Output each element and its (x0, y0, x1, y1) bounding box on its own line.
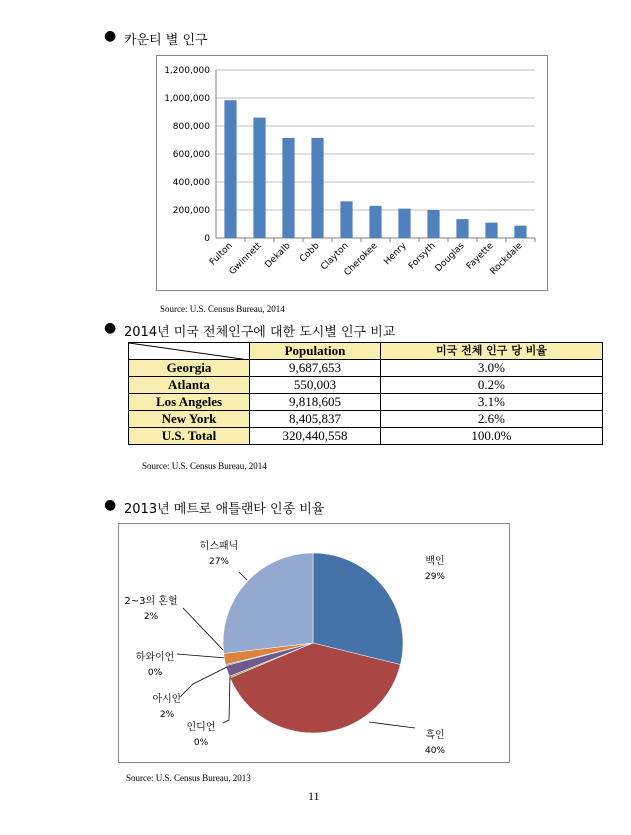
pie-chart-frame (118, 523, 510, 763)
section1-bullet: ● (104, 28, 117, 44)
section3-bullet: ● (104, 497, 117, 513)
table-row (129, 377, 603, 394)
table-row-name: Los Angeles (129, 394, 250, 411)
pie-label: 하와이언 (135, 652, 175, 663)
pie-leader-line (183, 608, 225, 652)
x-tick-label: Dekalb (263, 241, 293, 271)
x-tick-label: Gwinnett (227, 241, 264, 278)
y-tick-label: 600,000 (172, 150, 210, 160)
y-tick-label: 200,000 (172, 206, 210, 216)
x-tick-label: Henry (382, 241, 409, 268)
y-tick-label: 0 (204, 234, 210, 244)
pie-pct-label: 2% (143, 612, 159, 622)
pie-leader-line (369, 722, 415, 728)
pie-pct-label: 29% (424, 572, 446, 582)
pie-pct-label: 27% (208, 557, 230, 567)
x-tick-label: Fulton (208, 241, 235, 268)
table-cell-population: 9,687,653 (250, 360, 381, 377)
table-row (129, 428, 603, 445)
table-cell-ratio: 2.6% (380, 411, 602, 428)
table-row-name: New York (129, 411, 250, 428)
pie-leader-line (177, 654, 226, 658)
table-row (129, 411, 603, 428)
table-cell-ratio: 0.2% (380, 377, 602, 394)
bar-chart-frame (156, 55, 548, 291)
pie-label: 인디언 (186, 722, 216, 733)
pie-leader-line (223, 676, 230, 723)
x-tick-label: Douglas (433, 241, 467, 274)
bar-fulton (224, 100, 236, 238)
table-corner-cell (129, 343, 250, 360)
table-header-ratio: 미국 전체 인구 당 비율 (380, 343, 602, 360)
bar-forsyth (427, 210, 439, 238)
bar-gwinnett (253, 118, 265, 238)
section2-bullet: ● (104, 320, 117, 336)
pie-label: 흑인 (425, 730, 445, 741)
pie-pct-label: 0% (193, 738, 209, 748)
x-tick-label: Clayton (319, 241, 351, 273)
table-row (129, 394, 603, 411)
pie-label: 히스패닉 (199, 541, 239, 552)
bar-clayton (340, 201, 352, 238)
section3-heading: 2013년 메트로 애틀랜타 인종 비율 (124, 502, 325, 517)
y-tick-label: 1,000,000 (164, 94, 210, 104)
bar-fayette (485, 223, 497, 238)
table-header-population: Population (250, 343, 381, 360)
table-row-name: Atlanta (129, 377, 250, 394)
pie-chart-source: Source: U.S. Census Bureau, 2013 (126, 773, 251, 783)
pie-pct-label: 40% (424, 746, 446, 756)
pie-slice (223, 553, 313, 654)
table-cell-ratio: 3.0% (380, 360, 602, 377)
pie-pct-label: 2% (159, 710, 175, 720)
x-tick-label: Forsyth (406, 241, 438, 272)
pie-label: 2~3의 혼혈 (124, 596, 178, 607)
x-tick-label: Fayette (464, 241, 496, 272)
table-cell-population: 320,440,558 (250, 428, 381, 445)
bar-rockdale (514, 226, 526, 238)
pie-chart (119, 524, 509, 762)
y-tick-label: 800,000 (172, 122, 210, 132)
table-cell-population: 8,405,837 (250, 411, 381, 428)
y-tick-label: 400,000 (172, 178, 210, 188)
x-tick-label: Cherokee (342, 241, 380, 279)
bar-henry (398, 209, 410, 238)
table-row-name: Georgia (129, 360, 250, 377)
bar-chart (157, 56, 547, 290)
section1-heading: 카운티 별 인구 (124, 33, 208, 48)
table-cell-ratio: 3.1% (380, 394, 602, 411)
table-row-name: U.S. Total (129, 428, 250, 445)
pie-leader-line (239, 572, 247, 580)
corner-diagonal (129, 343, 249, 360)
table-cell-population: 9,818,605 (250, 394, 381, 411)
bar-cherokee (369, 206, 381, 238)
table-source: Source: U.S. Census Bureau, 2014 (142, 461, 267, 471)
bar-cobb (311, 138, 323, 238)
x-tick-label: Rockdale (488, 241, 525, 277)
table-header-row (129, 343, 603, 360)
table-row (129, 360, 603, 377)
bar-douglas (456, 219, 468, 238)
bar-chart-source: Source: U.S. Census Bureau, 2014 (160, 304, 285, 314)
table-cell-ratio: 100.0% (380, 428, 602, 445)
pie-leader-line (181, 667, 227, 696)
bar-dekalb (282, 138, 294, 238)
pie-label: 백인 (425, 556, 445, 567)
pie-label: 아시안 (152, 694, 182, 705)
y-tick-label: 1,200,000 (164, 66, 210, 76)
page-number: 11 (308, 789, 320, 803)
table-cell-population: 550,003 (250, 377, 381, 394)
x-tick-label: Cobb (298, 241, 322, 265)
pie-pct-label: 0% (147, 668, 163, 678)
population-table (128, 342, 603, 445)
section2-heading: 2014년 미국 전체인구에 대한 도시별 인구 비교 (124, 325, 396, 340)
